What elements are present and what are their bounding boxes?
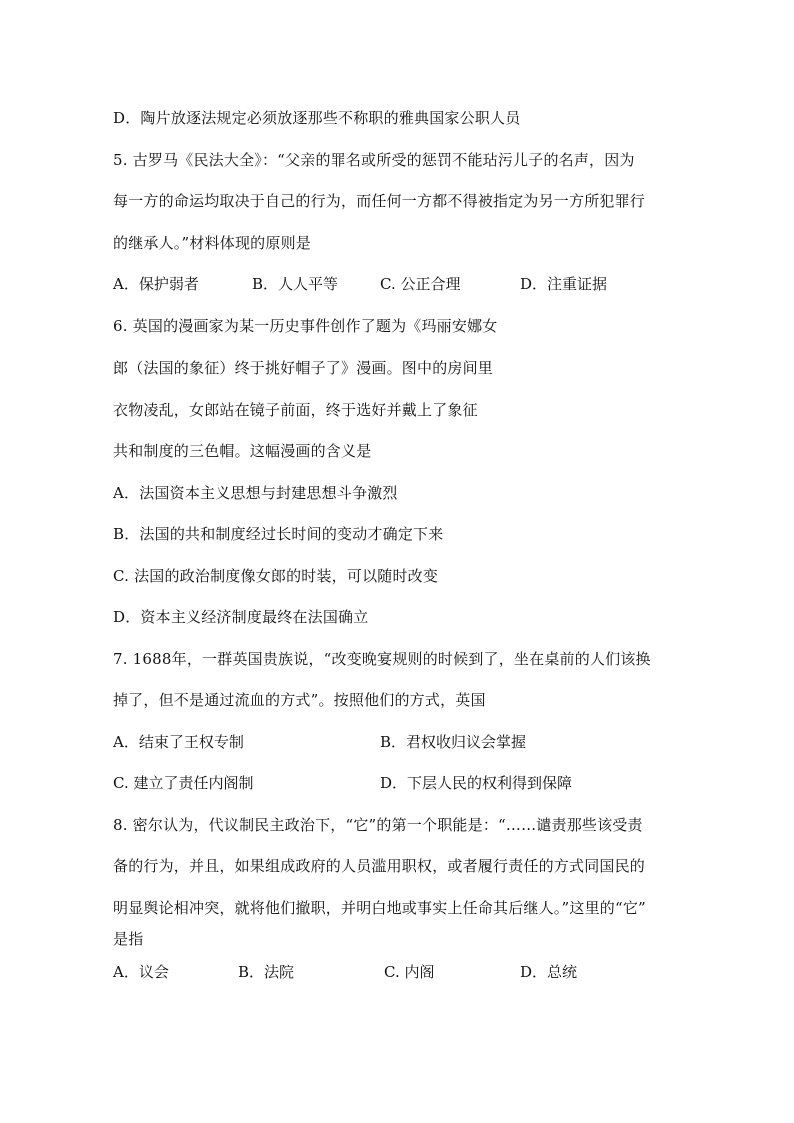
q8-option-c: C. 内阁	[384, 963, 435, 981]
q6-stem-line-2: 郎（法国的象征）终于挑好帽子了》漫画。图中的房间里	[113, 359, 494, 377]
q7-option-c: C. 建立了责任内阁制	[113, 774, 254, 792]
q5-option-d: D．注重证据	[520, 275, 608, 293]
q8-stem-line-4: 是指	[113, 930, 144, 948]
q5-option-c: C. 公正合理	[380, 275, 461, 293]
q5-stem-line-3: 的继承人。”材料体现的原则是	[113, 234, 311, 252]
q6-option-d: D．资本主义经济制度最终在法国确立	[113, 608, 369, 626]
q6-stem-line-3: 衣物凌乱，女郎站在镜子前面，终于选好并戴上了象征	[113, 401, 478, 419]
q6-stem-line-1: 6. 英国的漫画家为某一历史事件创作了题为《玛丽安娜女	[113, 317, 498, 335]
q8-stem-line-2: 备的行为，并且，如果组成政府的人员滥用职权，或者履行责任的方式同国民的	[113, 857, 646, 875]
q5-option-a: A．保护弱者	[113, 275, 199, 293]
q6-option-a: A．法国资本主义思想与封建思想斗争激烈	[113, 484, 398, 502]
q8-option-d: D．总统	[520, 963, 578, 981]
q7-stem-line-1: 7. 1688年，一群英国贵族说，“改变晚宴规则的时候到了，坐在桌前的人们该换	[113, 650, 651, 668]
q8-stem-line-3: 明显舆论相冲突，就将他们撤职，并明白地或事实上任命其后继人。”这里的“它”	[113, 899, 646, 917]
q6-option-c: C. 法国的政治制度像女郎的时装，可以随时改变	[113, 567, 439, 585]
q5-option-b: B．人人平等	[252, 275, 339, 293]
q5-stem-line-2: 每一方的命运均取决于自己的行为，而任何一方都不得被指定为另一方所犯罪行	[113, 192, 646, 210]
prev-option-d: D．陶片放逐法规定必须放逐那些不称职的雅典国家公职人员	[113, 109, 521, 127]
q6-stem-line-4: 共和制度的三色帽。这幅漫画的含义是	[113, 442, 372, 460]
q8-option-b: B．法院	[238, 963, 295, 981]
q8-option-a: A．议会	[113, 963, 169, 981]
q7-option-b: B．君权收归议会掌握	[380, 733, 527, 751]
q5-stem-line-1: 5. 古罗马《民法大全》：“父亲的罪名或所受的惩罚不能玷污儿子的名声，因为	[113, 151, 635, 169]
q7-option-a: A．结束了王权专制	[113, 733, 244, 751]
q7-option-d: D．下层人民的权利得到保障	[380, 774, 573, 792]
q7-stem-line-2: 掉了，但不是通过流血的方式”。按照他们的方式，英国	[113, 691, 486, 709]
q6-option-b: B．法国的共和制度经过长时间的变动才确定下来	[113, 525, 444, 543]
q8-stem-line-1: 8. 密尔认为，代议制民主政治下，“它”的第一个职能是：“……谴责那些该受责	[113, 816, 643, 834]
